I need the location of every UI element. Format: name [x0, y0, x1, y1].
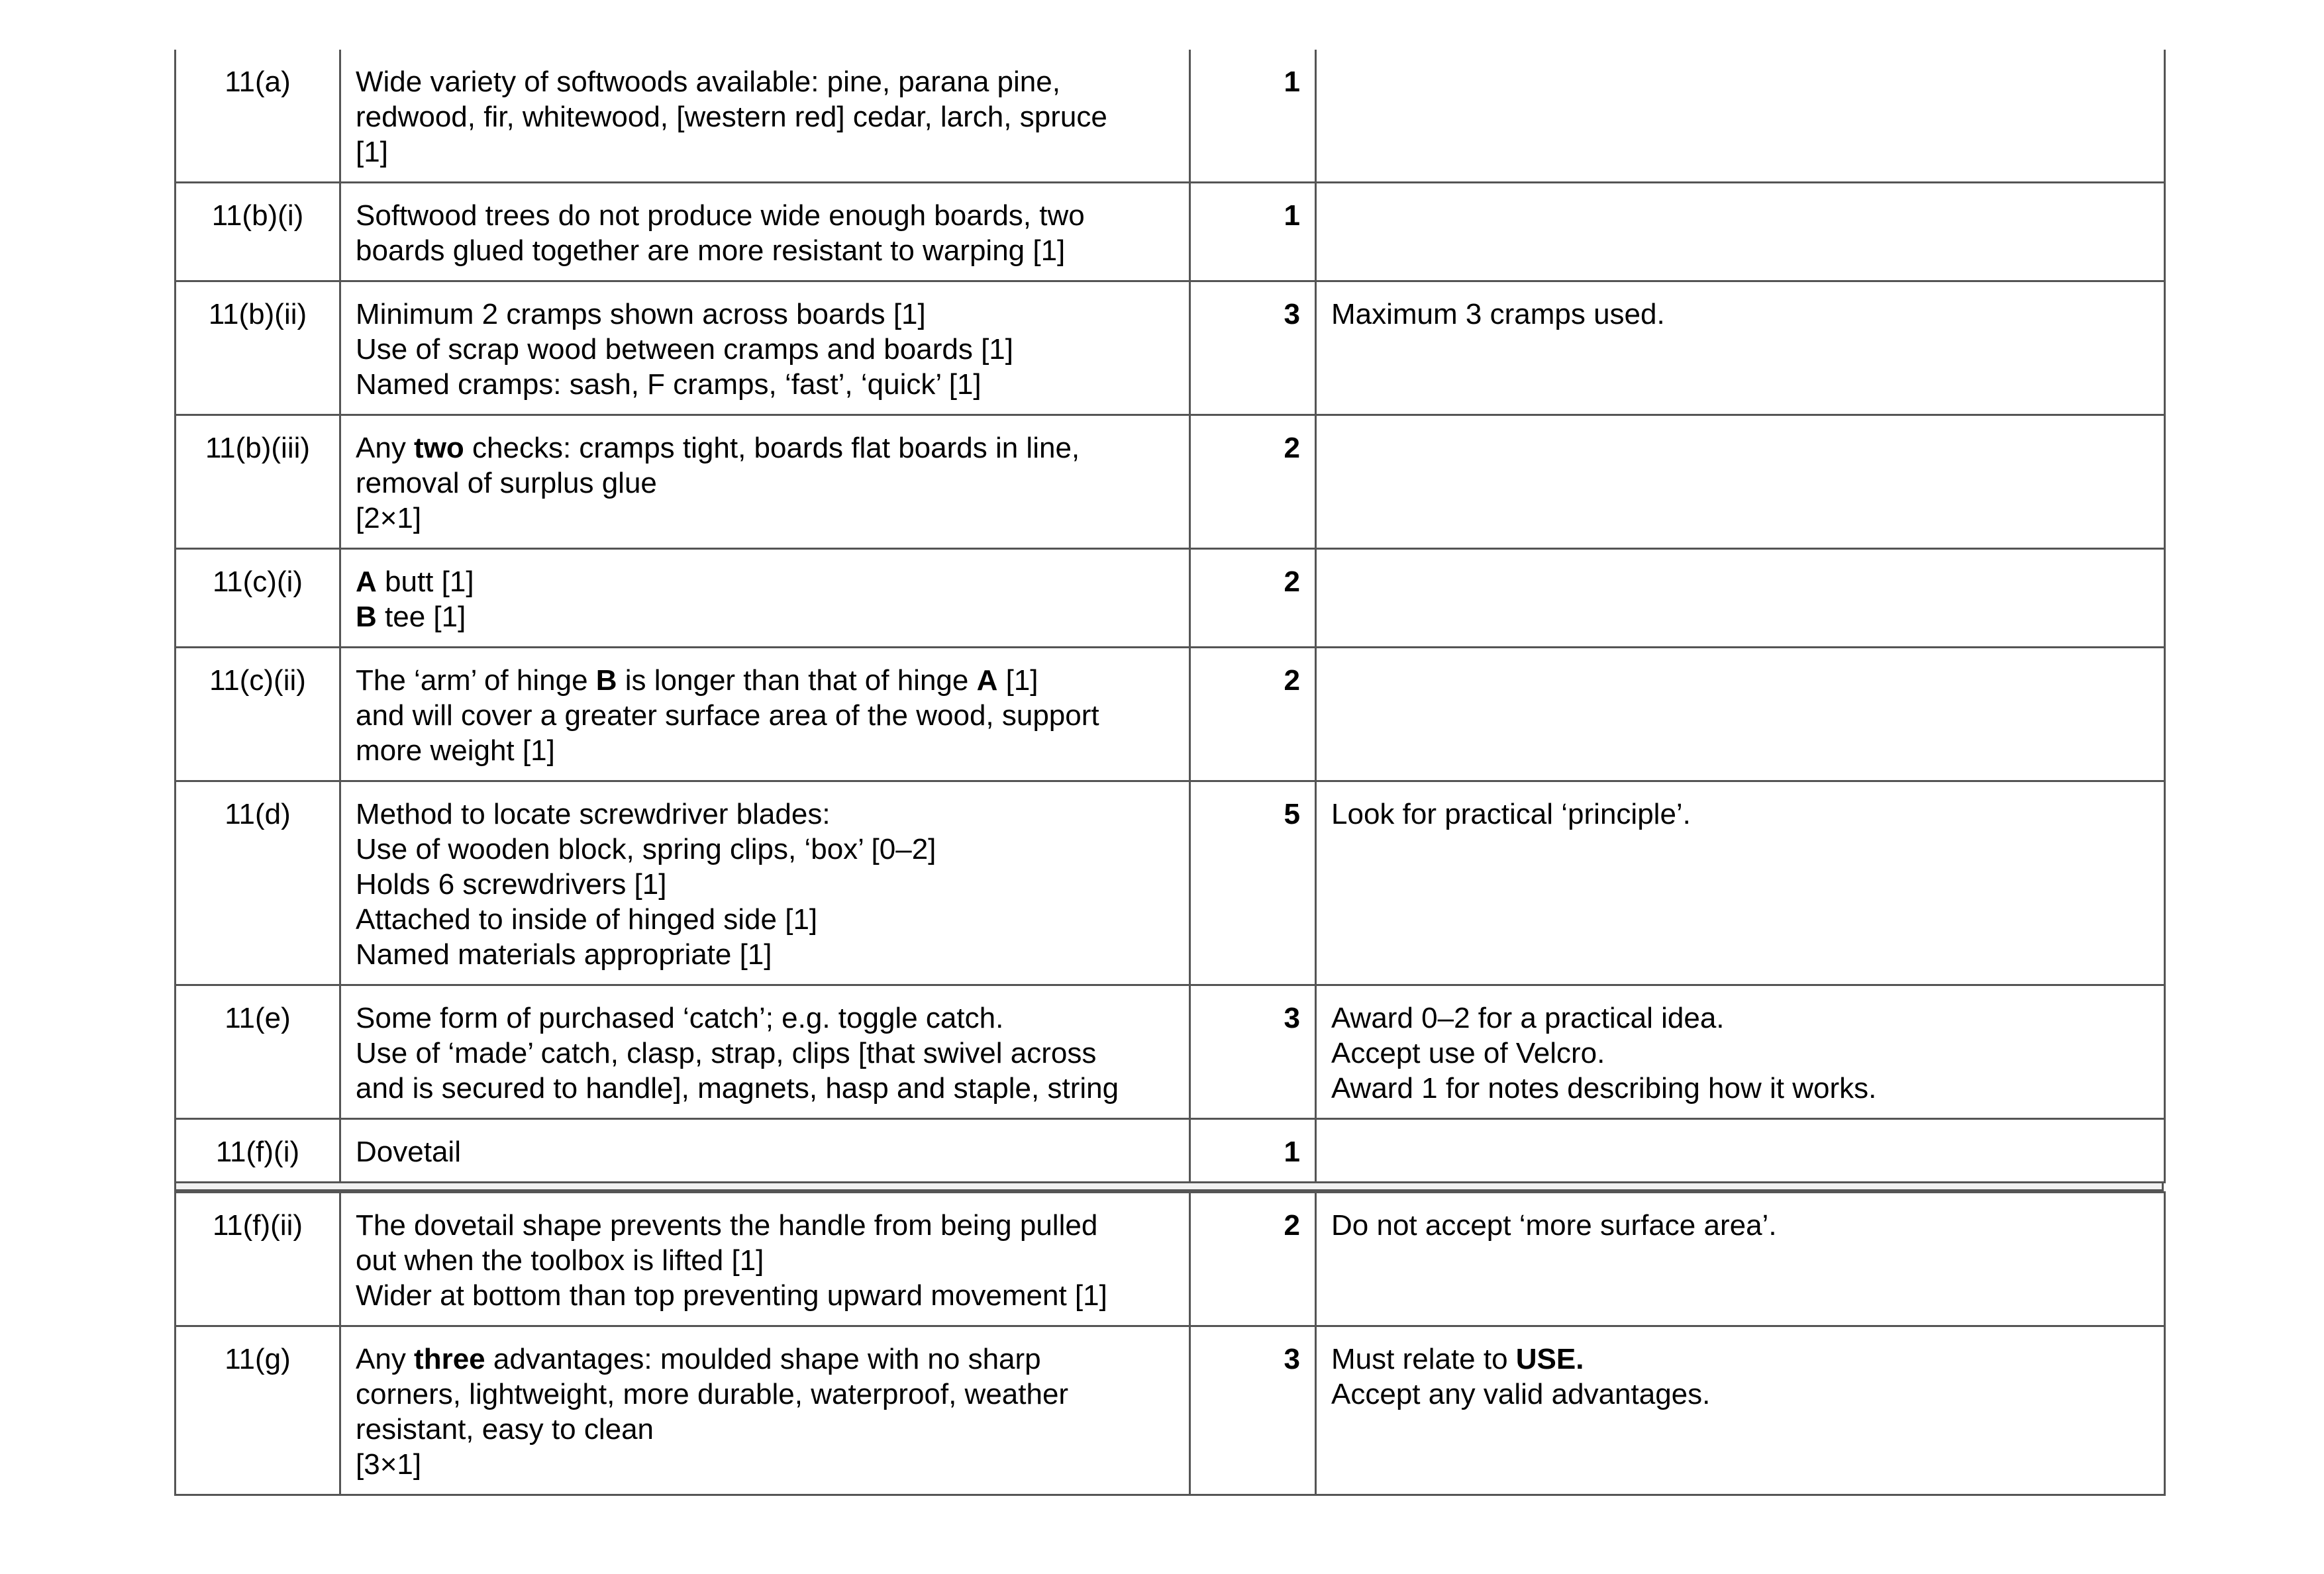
text-segment: Dovetail — [356, 1136, 461, 1168]
table-row — [176, 1326, 2165, 1495]
question-number: 11(f)(i) — [176, 1119, 340, 1183]
text-segment: Softwood trees do not produce wide enough boards, two — [356, 199, 1085, 232]
answer-line — [356, 367, 1174, 402]
text-segment: resistant, easy to clean — [356, 1413, 654, 1446]
marks-cell: 2 — [1190, 549, 1316, 648]
answer-line — [356, 698, 1174, 733]
mark-scheme-table-top — [174, 50, 2166, 1183]
guidance-line — [1331, 1071, 2149, 1106]
text-segment: checks: cramps tight, boards flat boards in line, — [464, 432, 1080, 464]
marks-cell: 5 — [1190, 781, 1316, 985]
answer-line — [356, 198, 1174, 233]
text-segment: Award 0–2 for a practical idea. — [1331, 1002, 1725, 1034]
answer-line — [356, 902, 1174, 937]
table-row — [176, 281, 2165, 415]
answer-cell — [340, 781, 1190, 985]
marks-cell: 3 — [1190, 1326, 1316, 1495]
guidance-cell — [1316, 549, 2165, 648]
mark-scheme-rows-top — [176, 50, 2165, 1183]
bold-text: A — [356, 566, 377, 598]
text-segment: corners, lightweight, more durable, waterproof, weather — [356, 1378, 1069, 1410]
text-segment: boards glued together are more resistant to warping [1] — [356, 234, 1066, 267]
guidance-line — [1331, 1377, 2149, 1412]
text-segment: Attached to inside of hinged side [1] — [356, 903, 818, 936]
text-segment: and will cover a greater surface area of the wood, support — [356, 699, 1099, 732]
answer-cell — [340, 1119, 1190, 1183]
answer-line — [356, 332, 1174, 367]
table-row — [176, 183, 2165, 281]
answer-line — [356, 1134, 1174, 1169]
text-segment: [2×1] — [356, 502, 422, 534]
marks-cell: 1 — [1190, 1119, 1316, 1183]
answer-cell — [340, 281, 1190, 415]
text-segment: Minimum 2 cramps shown across boards [1] — [356, 298, 926, 330]
guidance-line — [1331, 1001, 2149, 1036]
answer-cell — [340, 1193, 1190, 1326]
bold-text: two — [414, 432, 464, 464]
question-number: 11(d) — [176, 781, 340, 985]
text-segment: Use of wooden block, spring clips, ‘box’ [0–2] — [356, 833, 936, 865]
answer-line — [356, 134, 1174, 170]
answer-line — [356, 937, 1174, 972]
mark-scheme-table-bottom — [174, 1191, 2166, 1496]
question-number: 11(f)(ii) — [176, 1193, 340, 1326]
table-row — [176, 985, 2165, 1119]
answer-line — [356, 733, 1174, 768]
text-segment: Must relate to — [1331, 1343, 1516, 1375]
table-row — [176, 781, 2165, 985]
guidance-cell — [1316, 985, 2165, 1119]
mark-scheme-rows-bottom — [176, 1193, 2165, 1495]
marks-cell: 2 — [1190, 1193, 1316, 1326]
answer-line — [356, 1036, 1174, 1071]
guidance-line — [1331, 1036, 2149, 1071]
text-segment: Do not accept ‘more surface area’. — [1331, 1209, 1777, 1242]
table-row — [176, 50, 2165, 183]
text-segment: and is secured to handle], magnets, hasp and staple, string — [356, 1072, 1119, 1105]
guidance-cell — [1316, 1326, 2165, 1495]
answer-line — [356, 1208, 1174, 1243]
question-number: 11(c)(i) — [176, 549, 340, 648]
table-row — [176, 415, 2165, 549]
text-segment: The ‘arm’ of hinge — [356, 664, 596, 697]
text-segment: Use of scrap wood between cramps and boards [1] — [356, 333, 1013, 366]
marks-cell: 1 — [1190, 183, 1316, 281]
text-segment: Holds 6 screwdrivers [1] — [356, 868, 667, 901]
answer-line — [356, 430, 1174, 466]
guidance-cell — [1316, 281, 2165, 415]
marks-cell: 3 — [1190, 281, 1316, 415]
guidance-line — [1331, 797, 2149, 832]
bold-text: A — [976, 664, 998, 697]
text-segment: Any — [356, 432, 415, 464]
answer-cell — [340, 415, 1190, 549]
text-segment: tee [1] — [376, 601, 466, 633]
answer-line — [356, 867, 1174, 902]
text-segment: Wide variety of softwoods available: pine, parana pine, — [356, 66, 1060, 98]
question-number: 11(c)(ii) — [176, 648, 340, 781]
text-segment: Accept any valid advantages. — [1331, 1378, 1711, 1410]
answer-line — [356, 64, 1174, 99]
guidance-cell — [1316, 1119, 2165, 1183]
marks-cell: 2 — [1190, 415, 1316, 549]
answer-line — [356, 832, 1174, 867]
guidance-line — [1331, 1208, 2149, 1243]
guidance-cell — [1316, 781, 2165, 985]
guidance-cell — [1316, 415, 2165, 549]
marks-cell: 1 — [1190, 50, 1316, 183]
question-number: 11(g) — [176, 1326, 340, 1495]
answer-line — [356, 233, 1174, 268]
text-segment: Use of ‘made’ catch, clasp, strap, clips [that swivel across — [356, 1037, 1097, 1069]
answer-cell — [340, 985, 1190, 1119]
text-segment: removal of surplus glue — [356, 467, 657, 499]
text-segment: [3×1] — [356, 1448, 422, 1481]
bold-text: three — [414, 1343, 485, 1375]
bold-text: B — [595, 664, 617, 697]
question-number: 11(b)(i) — [176, 183, 340, 281]
answer-line — [356, 599, 1174, 634]
page-break-gap — [174, 1183, 2164, 1191]
text-segment: Method to locate screwdriver blades: — [356, 798, 831, 830]
answer-line — [356, 663, 1174, 698]
answer-cell — [340, 183, 1190, 281]
table-row — [176, 1119, 2165, 1183]
table-row — [176, 1193, 2165, 1326]
answer-line — [356, 1001, 1174, 1036]
guidance-cell — [1316, 50, 2165, 183]
text-segment: butt [1] — [376, 566, 474, 598]
text-segment: Accept use of Velcro. — [1331, 1037, 1605, 1069]
question-number: 11(b)(iii) — [176, 415, 340, 549]
question-number: 11(b)(ii) — [176, 281, 340, 415]
answer-line — [356, 1342, 1174, 1377]
text-segment: Named materials appropriate [1] — [356, 938, 772, 971]
text-segment: Some form of purchased ‘catch’; e.g. toggle catch. — [356, 1002, 1004, 1034]
question-number: 11(e) — [176, 985, 340, 1119]
mark-scheme-sheet — [174, 50, 2164, 1496]
text-segment: Wider at bottom than top preventing upward movement [1] — [356, 1279, 1107, 1312]
guidance-line — [1331, 297, 2149, 332]
answer-line — [356, 466, 1174, 501]
marks-cell: 3 — [1190, 985, 1316, 1119]
text-segment: is longer than that of hinge — [617, 664, 977, 697]
guidance-cell — [1316, 648, 2165, 781]
text-segment: advantages: moulded shape with no sharp — [485, 1343, 1041, 1375]
answer-line — [356, 1243, 1174, 1278]
text-segment: Maximum 3 cramps used. — [1331, 298, 1665, 330]
text-segment: out when the toolbox is lifted [1] — [356, 1244, 764, 1277]
answer-cell — [340, 50, 1190, 183]
marks-cell: 2 — [1190, 648, 1316, 781]
bold-text: B — [356, 601, 377, 633]
bold-text: USE. — [1515, 1343, 1584, 1375]
answer-line — [356, 1071, 1174, 1106]
text-segment: more weight [1] — [356, 734, 555, 767]
text-segment: redwood, fir, whitewood, [western red] cedar, larch, spruce — [356, 101, 1107, 133]
answer-line — [356, 1447, 1174, 1482]
text-segment: [1] — [356, 136, 388, 168]
answer-line — [356, 1278, 1174, 1313]
answer-cell — [340, 648, 1190, 781]
text-segment: Named cramps: sash, F cramps, ‘fast’, ‘quick’ [1] — [356, 368, 982, 401]
answer-line — [356, 297, 1174, 332]
answer-line — [356, 99, 1174, 134]
answer-line — [356, 501, 1174, 536]
question-number: 11(a) — [176, 50, 340, 183]
table-row — [176, 549, 2165, 648]
answer-line — [356, 797, 1174, 832]
guidance-line — [1331, 1342, 2149, 1377]
answer-cell — [340, 549, 1190, 648]
guidance-cell — [1316, 1193, 2165, 1326]
text-segment: [1] — [997, 664, 1038, 697]
answer-line — [356, 1377, 1174, 1412]
guidance-cell — [1316, 183, 2165, 281]
answer-line — [356, 1412, 1174, 1447]
text-segment: The dovetail shape prevents the handle from being pulled — [356, 1209, 1098, 1242]
text-segment: Award 1 for notes describing how it works. — [1331, 1072, 1877, 1105]
table-row — [176, 648, 2165, 781]
answer-line — [356, 564, 1174, 599]
answer-cell — [340, 1326, 1190, 1495]
text-segment: Look for practical ‘principle’. — [1331, 798, 1691, 830]
text-segment: Any — [356, 1343, 415, 1375]
